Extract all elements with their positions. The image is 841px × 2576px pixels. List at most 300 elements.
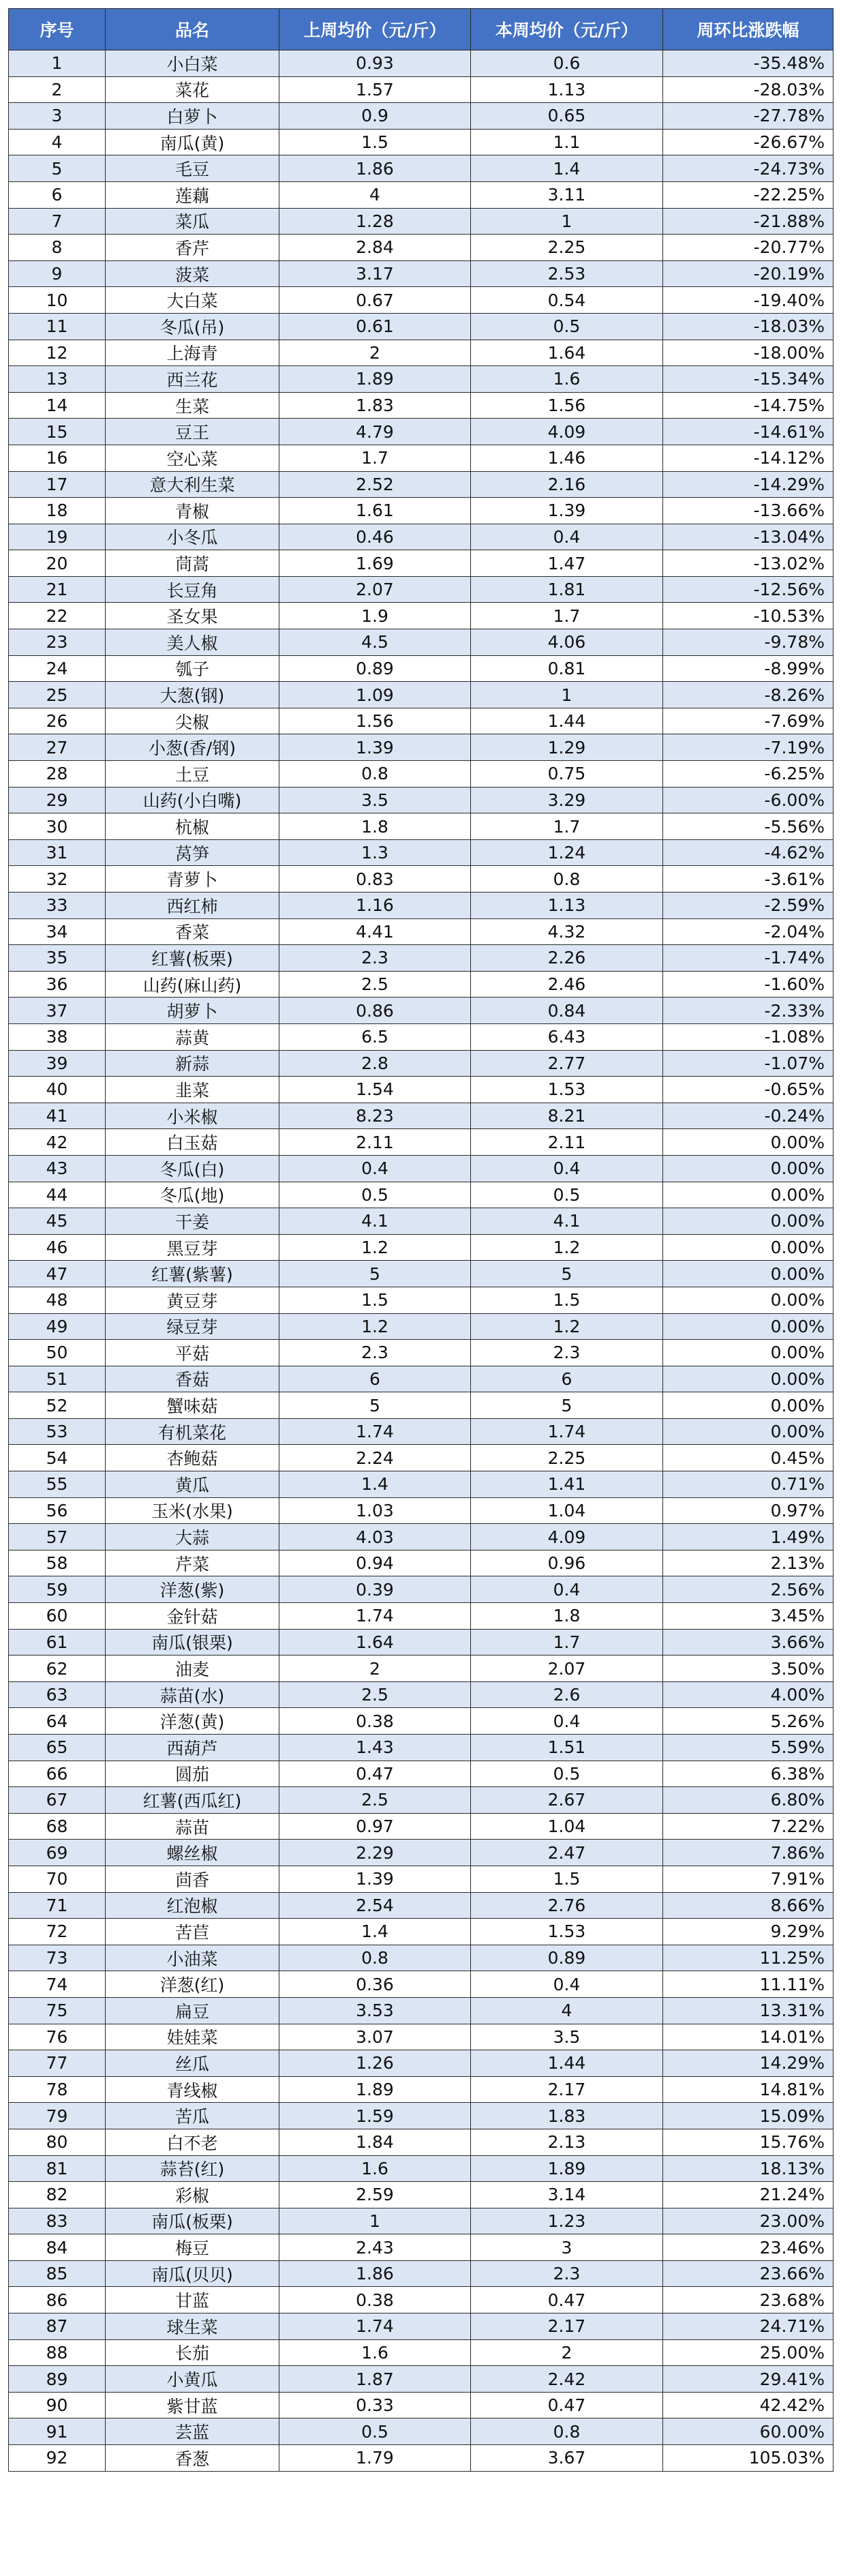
cell-index: 67 [9,1787,106,1814]
cell-this-week-price: 1.39 [471,498,663,524]
cell-last-week-price: 4.5 [279,629,471,656]
cell-last-week-price: 2.52 [279,471,471,498]
table-row [9,1997,834,2024]
table-row [9,945,834,972]
cell-this-week-price: 0.4 [471,1708,663,1735]
cell-index: 56 [9,1497,106,1524]
cell-index: 55 [9,1471,106,1498]
table-row [9,1471,834,1498]
cell-this-week-price: 2 [471,2339,663,2366]
cell-index: 14 [9,392,106,419]
cell-week-change: 18.13% [663,2155,834,2182]
cell-week-change: 23.00% [663,2208,834,2234]
cell-week-change: 4.00% [663,1681,834,1708]
cell-week-change: 0.71% [663,1471,834,1498]
cell-this-week-price: 1.7 [471,603,663,629]
table-row [9,2260,834,2287]
header-last-week-price: 上周均价（元/斤） [279,9,471,50]
cell-index: 44 [9,1182,106,1208]
cell-index: 43 [9,1155,106,1182]
cell-last-week-price: 1.7 [279,445,471,471]
table-row [9,235,834,261]
cell-index: 66 [9,1761,106,1787]
cell-this-week-price: 1.29 [471,734,663,761]
table-row [9,1840,834,1866]
cell-last-week-price: 1.69 [279,550,471,577]
cell-this-week-price: 3.14 [471,2182,663,2208]
cell-name: 芹菜 [106,1550,279,1576]
cell-last-week-price: 0.5 [279,1182,471,1208]
table-row [9,2050,834,2077]
cell-this-week-price: 1 [471,208,663,235]
table-row [9,1129,834,1156]
table-row [9,787,834,813]
cell-last-week-price: 3.5 [279,787,471,813]
cell-index: 31 [9,839,106,866]
cell-index: 34 [9,918,106,945]
cell-week-change: -26.67% [663,129,834,155]
table-row [9,893,834,919]
cell-week-change: -7.19% [663,734,834,761]
cell-last-week-price: 2.3 [279,1340,471,1366]
cell-name: 干姜 [106,1208,279,1235]
table-row [9,1234,834,1261]
cell-this-week-price: 0.89 [471,1945,663,1971]
cell-index: 75 [9,1997,106,2024]
cell-last-week-price: 0.8 [279,1945,471,1971]
cell-week-change: 0.00% [663,1261,834,1287]
cell-name: 扁豆 [106,1997,279,2024]
cell-name: 甘蓝 [106,2287,279,2313]
cell-week-change: 0.00% [663,1234,834,1261]
cell-this-week-price: 1.6 [471,366,663,393]
cell-name: 豆王 [106,419,279,445]
table-row [9,1681,834,1708]
cell-last-week-price: 2.8 [279,1050,471,1077]
cell-this-week-price: 5 [471,1392,663,1419]
cell-index: 54 [9,1445,106,1471]
cell-last-week-price: 2.3 [279,945,471,972]
cell-this-week-price: 0.5 [471,1182,663,1208]
cell-this-week-price: 2.26 [471,945,663,972]
cell-name: 菠菜 [106,260,279,287]
cell-index: 1 [9,50,106,77]
cell-week-change: 7.22% [663,1813,834,1840]
cell-this-week-price: 0.4 [471,524,663,550]
cell-name: 小冬瓜 [106,524,279,550]
cell-name: 梅豆 [106,2234,279,2261]
table-row [9,208,834,235]
cell-index: 90 [9,2392,106,2418]
cell-this-week-price: 1.4 [471,155,663,182]
cell-index: 41 [9,1103,106,1129]
cell-week-change: 23.68% [663,2287,834,2313]
cell-this-week-price: 1.56 [471,392,663,419]
cell-index: 32 [9,866,106,893]
cell-week-change: 6.38% [663,1761,834,1787]
table-row [9,1023,834,1050]
cell-last-week-price: 1.2 [279,1313,471,1340]
cell-this-week-price: 0.84 [471,998,663,1024]
cell-index: 74 [9,1971,106,1998]
cell-index: 19 [9,524,106,550]
cell-this-week-price: 0.4 [471,1971,663,1998]
table-row [9,971,834,998]
vegetable-price-table [8,8,834,2472]
cell-index: 5 [9,155,106,182]
cell-week-change: 0.00% [663,1287,834,1313]
table-row [9,629,834,656]
cell-name: 青线椒 [106,2076,279,2103]
cell-index: 73 [9,1945,106,1971]
cell-week-change: 3.50% [663,1656,834,1682]
table-row [9,761,834,788]
cell-index: 49 [9,1313,106,1340]
cell-name: 黄豆芽 [106,1287,279,1313]
cell-name: 香葱 [106,2445,279,2472]
table-row [9,366,834,393]
cell-name: 瓠子 [106,655,279,682]
cell-week-change: 14.29% [663,2050,834,2077]
cell-index: 22 [9,603,106,629]
cell-index: 15 [9,419,106,445]
cell-week-change: 23.46% [663,2234,834,2261]
cell-last-week-price: 0.61 [279,313,471,340]
cell-this-week-price: 2.13 [471,2129,663,2155]
cell-last-week-price: 1.87 [279,2366,471,2393]
cell-name: 茴香 [106,1866,279,1892]
cell-week-change: -21.88% [663,208,834,235]
cell-name: 蒜苔(红) [106,2155,279,2182]
cell-week-change: -1.07% [663,1050,834,1077]
cell-week-change: 29.41% [663,2366,834,2393]
cell-week-change: -6.25% [663,761,834,788]
table-row [9,734,834,761]
cell-index: 91 [9,2418,106,2445]
table-row [9,287,834,314]
cell-last-week-price: 1.03 [279,1497,471,1524]
cell-name: 香菇 [106,1366,279,1392]
cell-week-change: -1.60% [663,971,834,998]
cell-index: 36 [9,971,106,998]
cell-last-week-price: 1.74 [279,1603,471,1630]
cell-last-week-price: 1.79 [279,2445,471,2472]
cell-this-week-price: 1.5 [471,1866,663,1892]
cell-this-week-price: 1.13 [471,893,663,919]
cell-this-week-price: 3.29 [471,787,663,813]
cell-week-change: -2.33% [663,998,834,1024]
cell-index: 70 [9,1866,106,1892]
header-week-change: 周环比涨跌幅 [663,9,834,50]
cell-last-week-price: 6.5 [279,1023,471,1050]
cell-name: 空心菜 [106,445,279,471]
cell-index: 2 [9,76,106,103]
table-row [9,1445,834,1471]
cell-this-week-price: 4.32 [471,918,663,945]
cell-week-change: -28.03% [663,76,834,103]
cell-last-week-price: 0.36 [279,1971,471,1998]
cell-last-week-price: 1.57 [279,76,471,103]
cell-last-week-price: 2.43 [279,2234,471,2261]
cell-last-week-price: 1.8 [279,813,471,840]
table-row [9,445,834,471]
cell-week-change: -5.56% [663,813,834,840]
cell-last-week-price: 1.84 [279,2129,471,2155]
table-row [9,2366,834,2393]
cell-index: 79 [9,2103,106,2129]
cell-week-change: -14.12% [663,445,834,471]
cell-name: 小白菜 [106,50,279,77]
cell-last-week-price: 0.46 [279,524,471,550]
cell-last-week-price: 4.41 [279,918,471,945]
table-row [9,1761,834,1787]
cell-last-week-price: 1.56 [279,708,471,734]
table-row [9,1656,834,1682]
header-name: 品名 [106,9,279,50]
cell-week-change: 14.81% [663,2076,834,2103]
cell-week-change: 0.00% [663,1418,834,1445]
cell-name: 小米椒 [106,1103,279,1129]
cell-this-week-price: 1.53 [471,1077,663,1103]
cell-name: 洋葱(红) [106,1971,279,1998]
cell-index: 64 [9,1708,106,1735]
cell-name: 平菇 [106,1340,279,1366]
cell-this-week-price: 2.6 [471,1681,663,1708]
cell-last-week-price: 1.3 [279,839,471,866]
table-row [9,998,834,1024]
cell-week-change: -8.26% [663,682,834,708]
table-row [9,2155,834,2182]
cell-last-week-price: 0.39 [279,1576,471,1603]
cell-week-change: 0.00% [663,1392,834,1419]
table-row [9,181,834,208]
cell-last-week-price: 2.5 [279,971,471,998]
cell-week-change: 15.76% [663,2129,834,2155]
cell-name: 大葱(钢) [106,682,279,708]
table-row [9,1182,834,1208]
cell-name: 南瓜(银栗) [106,1629,279,1656]
table-row [9,1261,834,1287]
cell-last-week-price: 1.89 [279,366,471,393]
cell-week-change: 6.80% [663,1787,834,1814]
cell-this-week-price: 0.81 [471,655,663,682]
table-row [9,918,834,945]
cell-name: 洋葱(黄) [106,1708,279,1735]
cell-name: 冬瓜(吊) [106,313,279,340]
cell-index: 50 [9,1340,106,1366]
cell-week-change: 2.56% [663,1576,834,1603]
cell-index: 76 [9,2024,106,2050]
table-row [9,1550,834,1576]
cell-name: 彩椒 [106,2182,279,2208]
table-row [9,2129,834,2155]
cell-this-week-price: 1.7 [471,813,663,840]
cell-this-week-price: 6.43 [471,1023,663,1050]
cell-this-week-price: 2.76 [471,1892,663,1919]
cell-week-change: -20.77% [663,235,834,261]
table-row [9,1366,834,1392]
cell-last-week-price: 0.83 [279,866,471,893]
cell-name: 新蒜 [106,1050,279,1077]
cell-week-change: 11.11% [663,1971,834,1998]
cell-name: 红泡椒 [106,1892,279,1919]
cell-index: 33 [9,893,106,919]
cell-this-week-price: 1.44 [471,2050,663,2077]
cell-last-week-price: 1.6 [279,2155,471,2182]
header-index: 序号 [9,9,106,50]
cell-index: 8 [9,235,106,261]
cell-last-week-price: 1.26 [279,2050,471,2077]
cell-last-week-price: 1.83 [279,392,471,419]
cell-week-change: 8.66% [663,1892,834,1919]
table-row [9,1287,834,1313]
cell-last-week-price: 3.07 [279,2024,471,2050]
cell-index: 88 [9,2339,106,2366]
cell-index: 82 [9,2182,106,2208]
cell-last-week-price: 5 [279,1392,471,1419]
cell-last-week-price: 0.5 [279,2418,471,2445]
table-row [9,1945,834,1971]
cell-index: 80 [9,2129,106,2155]
table-row [9,76,834,103]
cell-name: 意大利生菜 [106,471,279,498]
cell-week-change: 0.00% [663,1340,834,1366]
table-row [9,2445,834,2472]
table-row [9,471,834,498]
table-row [9,1208,834,1235]
cell-name: 金针菇 [106,1603,279,1630]
cell-name: 小葱(香/钢) [106,734,279,761]
cell-last-week-price: 1.39 [279,734,471,761]
cell-index: 12 [9,340,106,366]
cell-name: 西兰花 [106,366,279,393]
cell-index: 47 [9,1261,106,1287]
cell-this-week-price: 4.1 [471,1208,663,1235]
cell-week-change: 7.86% [663,1840,834,1866]
cell-name: 尖椒 [106,708,279,734]
cell-index: 39 [9,1050,106,1077]
cell-week-change: -0.65% [663,1077,834,1103]
cell-week-change: -14.75% [663,392,834,419]
cell-last-week-price: 3.53 [279,1997,471,2024]
cell-week-change: -1.74% [663,945,834,972]
cell-this-week-price: 2.16 [471,471,663,498]
cell-this-week-price: 1.2 [471,1234,663,1261]
table-row [9,1155,834,1182]
cell-index: 25 [9,682,106,708]
cell-name: 大白菜 [106,287,279,314]
cell-index: 72 [9,1919,106,1945]
cell-last-week-price: 1.4 [279,1471,471,1498]
cell-this-week-price: 0.47 [471,2287,663,2313]
cell-this-week-price: 2.07 [471,1656,663,1682]
cell-this-week-price: 1.1 [471,129,663,155]
table-row [9,50,834,77]
cell-name: 洋葱(紫) [106,1576,279,1603]
cell-name: 南瓜(黄) [106,129,279,155]
cell-last-week-price: 0.8 [279,761,471,788]
price-table-container [8,8,833,2472]
cell-this-week-price: 4.09 [471,1524,663,1551]
cell-week-change: 11.25% [663,1945,834,1971]
cell-last-week-price: 1.89 [279,2076,471,2103]
cell-name: 苦苣 [106,1919,279,1945]
cell-index: 85 [9,2260,106,2287]
cell-week-change: -0.24% [663,1103,834,1129]
table-row [9,2182,834,2208]
header-this-week-price: 本周均价（元/斤） [471,9,663,50]
cell-week-change: -18.03% [663,313,834,340]
cell-index: 20 [9,550,106,577]
table-row [9,2287,834,2313]
table-row [9,1919,834,1945]
cell-week-change: -9.78% [663,629,834,656]
cell-index: 58 [9,1550,106,1576]
cell-week-change: -1.08% [663,1023,834,1050]
cell-name: 冬瓜(白) [106,1155,279,1182]
cell-index: 53 [9,1418,106,1445]
cell-week-change: 0.00% [663,1182,834,1208]
cell-index: 83 [9,2208,106,2234]
cell-index: 84 [9,2234,106,2261]
cell-index: 9 [9,260,106,287]
cell-this-week-price: 0.8 [471,2418,663,2445]
table-row [9,550,834,577]
cell-index: 40 [9,1077,106,1103]
cell-last-week-price: 0.33 [279,2392,471,2418]
table-row [9,1524,834,1551]
cell-last-week-price: 1.61 [279,498,471,524]
table-row [9,1603,834,1630]
cell-name: 青椒 [106,498,279,524]
cell-last-week-price: 2 [279,340,471,366]
cell-last-week-price: 1.5 [279,129,471,155]
cell-index: 48 [9,1287,106,1313]
cell-week-change: -27.78% [663,103,834,130]
table-row [9,2076,834,2103]
cell-week-change: -19.40% [663,287,834,314]
cell-name: 莲藕 [106,181,279,208]
cell-this-week-price: 2.25 [471,235,663,261]
table-row [9,1392,834,1419]
cell-this-week-price: 3.5 [471,2024,663,2050]
table-row [9,1050,834,1077]
cell-index: 61 [9,1629,106,1656]
table-row [9,839,834,866]
cell-index: 18 [9,498,106,524]
cell-index: 65 [9,1735,106,1761]
cell-week-change: 42.42% [663,2392,834,2418]
cell-week-change: 15.09% [663,2103,834,2129]
table-row [9,340,834,366]
cell-week-change: 21.24% [663,2182,834,2208]
cell-this-week-price: 1.23 [471,2208,663,2234]
table-row [9,103,834,130]
cell-week-change: 0.45% [663,1445,834,1471]
cell-last-week-price: 0.97 [279,1813,471,1840]
cell-last-week-price: 2.59 [279,2182,471,2208]
cell-name: 上海青 [106,340,279,366]
cell-this-week-price: 0.75 [471,761,663,788]
cell-this-week-price: 1.5 [471,1287,663,1313]
cell-index: 63 [9,1681,106,1708]
cell-name: 冬瓜(地) [106,1182,279,1208]
cell-week-change: 9.29% [663,1919,834,1945]
cell-name: 紫甘蓝 [106,2392,279,2418]
cell-this-week-price: 3 [471,2234,663,2261]
table-row [9,708,834,734]
cell-index: 69 [9,1840,106,1866]
